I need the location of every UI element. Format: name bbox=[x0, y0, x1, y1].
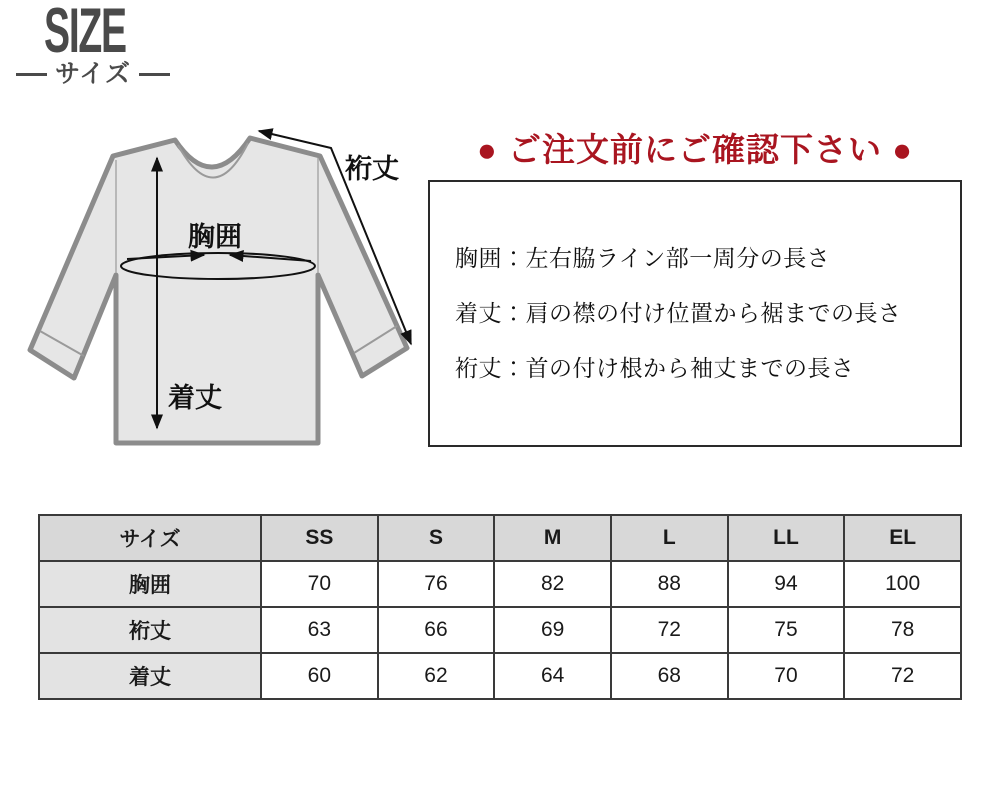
row-label-sleeve-length: 裄丈 bbox=[39, 607, 261, 653]
decorative-dash-left bbox=[16, 73, 47, 76]
notice-line-body-length: 着丈：肩の襟の付け位置から裾までの長さ bbox=[455, 300, 902, 326]
column-header-ss: SS bbox=[261, 515, 378, 561]
cell-chest-ss: 70 bbox=[261, 561, 378, 607]
notice-heading: ● ご注文前にご確認下さい ● bbox=[476, 131, 914, 168]
row-label-chest: 胸囲 bbox=[39, 561, 261, 607]
cell-sleeve-ll: 75 bbox=[728, 607, 845, 653]
cell-chest-m: 82 bbox=[494, 561, 611, 607]
sleeve-length-label: 裄丈 bbox=[345, 154, 399, 184]
size-table-header-row bbox=[39, 515, 961, 561]
cell-length-l: 68 bbox=[611, 653, 728, 699]
notice-line-sleeve-length: 裄丈：首の付け根から袖丈までの長さ bbox=[455, 355, 855, 381]
cell-length-s: 62 bbox=[378, 653, 495, 699]
cell-sleeve-s: 66 bbox=[378, 607, 495, 653]
column-header-el: EL bbox=[844, 515, 961, 561]
row-label-body-length: 着丈 bbox=[39, 653, 261, 699]
cell-chest-el: 100 bbox=[844, 561, 961, 607]
cell-length-ss: 60 bbox=[261, 653, 378, 699]
cell-sleeve-el: 78 bbox=[844, 607, 961, 653]
column-header-l: L bbox=[611, 515, 728, 561]
cell-chest-l: 88 bbox=[611, 561, 728, 607]
cell-length-el: 72 bbox=[844, 653, 961, 699]
cell-length-ll: 70 bbox=[728, 653, 845, 699]
page-subtitle-label: サイズ bbox=[55, 60, 132, 88]
page-title: SIZE bbox=[44, 0, 126, 66]
table-row-body-length bbox=[39, 653, 961, 699]
notice-box bbox=[428, 180, 962, 447]
size-table bbox=[38, 514, 962, 700]
cell-sleeve-ss: 63 bbox=[261, 607, 378, 653]
cell-sleeve-l: 72 bbox=[611, 607, 728, 653]
shirt-measurement-diagram bbox=[0, 110, 440, 465]
table-row-sleeve-length bbox=[39, 607, 961, 653]
body-length-label: 着丈 bbox=[168, 383, 222, 413]
table-row-chest bbox=[39, 561, 961, 607]
page-subtitle bbox=[16, 60, 170, 88]
column-header-s: S bbox=[378, 515, 495, 561]
decorative-dash-right bbox=[139, 73, 170, 76]
column-header-ll: LL bbox=[728, 515, 845, 561]
cell-length-m: 64 bbox=[494, 653, 611, 699]
cell-chest-ll: 94 bbox=[728, 561, 845, 607]
cell-chest-s: 76 bbox=[378, 561, 495, 607]
column-header-size: サイズ bbox=[39, 515, 261, 561]
chest-label: 胸囲 bbox=[188, 222, 242, 252]
column-header-m: M bbox=[494, 515, 611, 561]
cell-sleeve-m: 69 bbox=[494, 607, 611, 653]
notice-line-chest: 胸囲：左右脇ライン部一周分の長さ bbox=[455, 245, 831, 271]
